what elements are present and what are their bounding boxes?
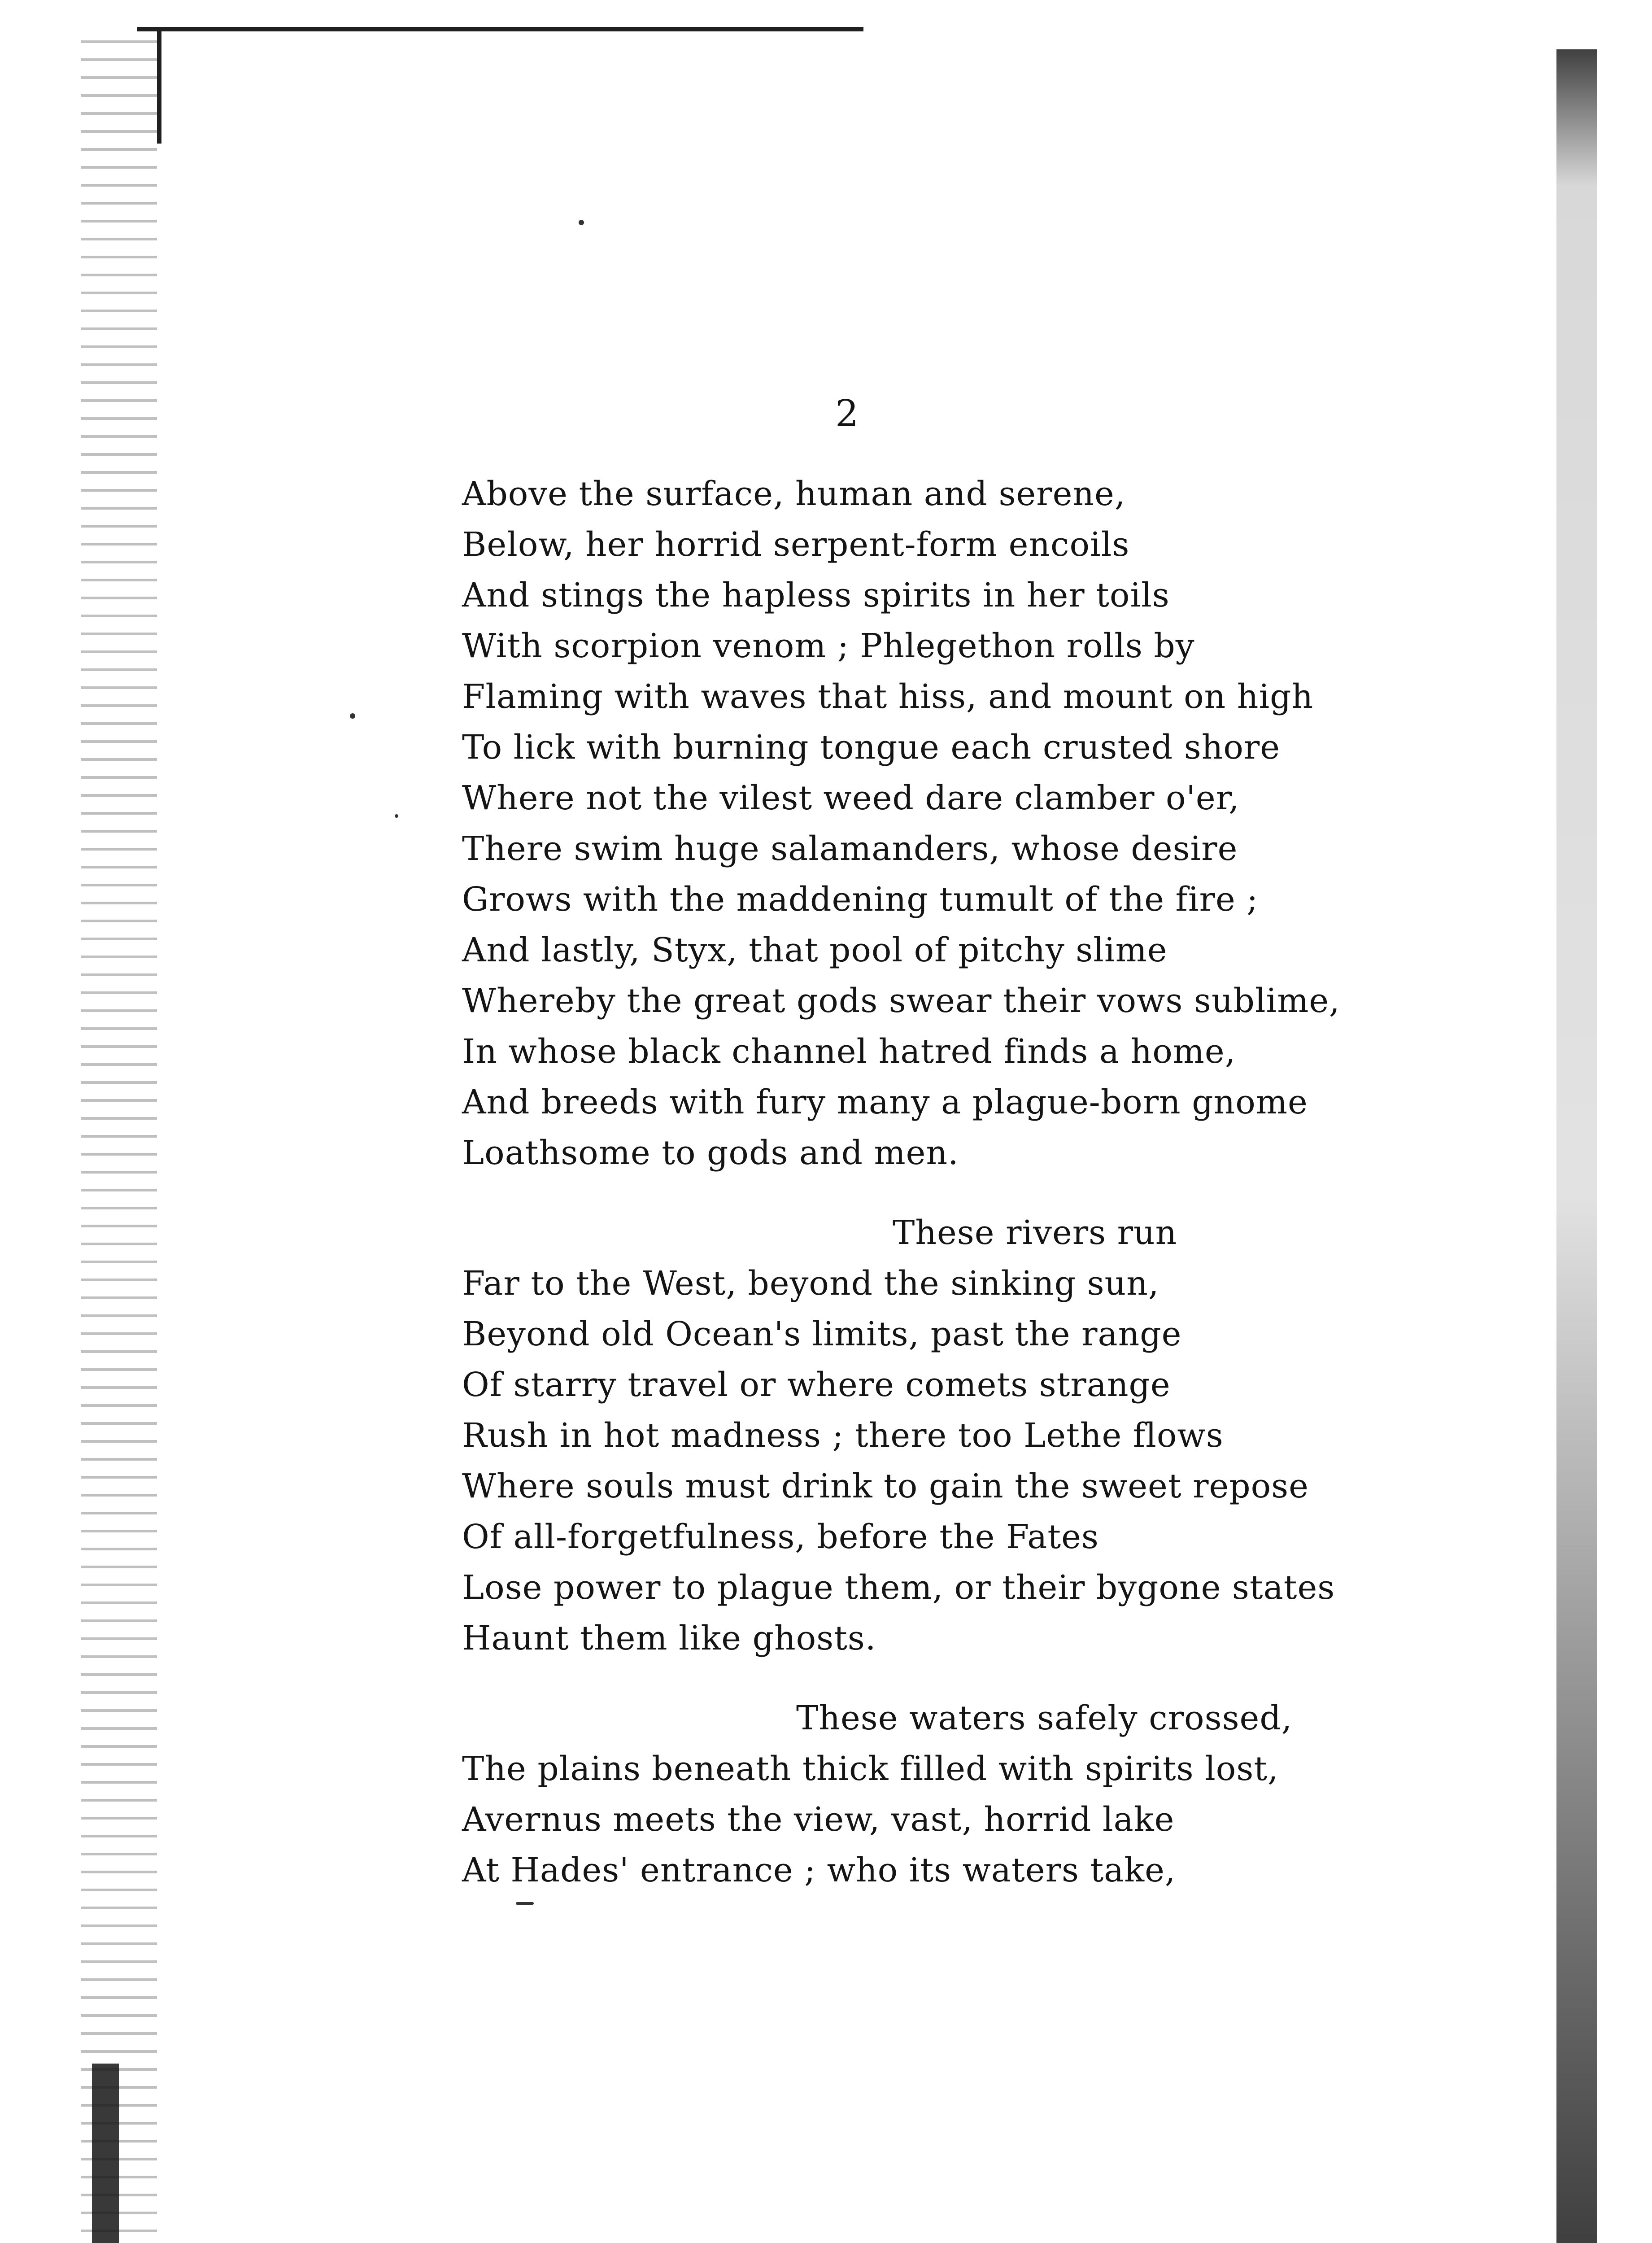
poem-line: In whose black channel hatred finds a home, — [462, 1032, 1236, 1071]
poem-line: There swim huge salamanders, whose desire — [462, 829, 1238, 868]
poem-line: And breeds with fury many a plague-born gnome — [462, 1083, 1308, 1122]
poem-line: These waters safely crossed, — [796, 1699, 1293, 1737]
poem-line: Flaming with waves that hiss, and mount on high — [462, 677, 1314, 716]
poem-line: Beyond old Ocean's limits, past the range — [462, 1315, 1182, 1353]
stanza — [462, 1208, 1382, 1664]
poem-line: These rivers run — [893, 1213, 1177, 1252]
poem-line: Far to the West, beyond the sinking sun, — [462, 1264, 1159, 1303]
stanza — [462, 469, 1382, 1178]
poem-text — [462, 469, 1382, 1896]
poem-line: The plains beneath thick filled with spirits lost, — [462, 1750, 1279, 1788]
poem-line: Where not the vilest weed dare clamber o'er, — [462, 779, 1240, 817]
scan-left-edge-dark — [92, 2064, 119, 2243]
poem-line: Rush in hot madness ; there too Lethe flows — [462, 1416, 1224, 1455]
poem-line: Lose power to plague them, or their bygone states — [462, 1568, 1335, 1607]
stanza-gap — [462, 1664, 1382, 1693]
poem-line: With scorpion venom ; Phlegethon rolls by — [462, 627, 1195, 665]
poem-line: Of starry travel or where comets strange — [462, 1366, 1171, 1404]
scan-right-edge — [1556, 49, 1597, 2243]
page-number: 2 — [835, 393, 859, 435]
poem-line: And lastly, Styx, that pool of pitchy slime — [462, 931, 1168, 969]
poem-line: Avernus meets the view, vast, horrid lake — [462, 1800, 1175, 1839]
poem-line: Whereby the great gods swear their vows sublime, — [462, 982, 1340, 1020]
poem-line: Where souls must drink to gain the sweet repose — [462, 1467, 1309, 1506]
scan-speck — [350, 713, 355, 719]
scan-speck — [579, 220, 584, 225]
stanza — [462, 1693, 1382, 1896]
scan-left-edge — [81, 40, 157, 2243]
scan-top-rule-vertical — [157, 27, 161, 144]
stanza-gap — [462, 1178, 1382, 1208]
poem-line: Of all-forgetfulness, before the Fates — [462, 1518, 1099, 1556]
scan-speck — [395, 814, 398, 818]
scan-top-rule — [137, 27, 863, 31]
poem-line: Below, her horrid serpent-form encoils — [462, 525, 1130, 564]
poem-line: Grows with the maddening tumult of the fire ; — [462, 880, 1259, 919]
scan-speck — [516, 1902, 534, 1905]
poem-line: To lick with burning tongue each crusted shore — [462, 728, 1281, 767]
poem-line: Loathsome to gods and men. — [462, 1134, 959, 1172]
poem-line: Haunt them like ghosts. — [462, 1619, 876, 1658]
poem-line: Above the surface, human and serene, — [462, 475, 1126, 513]
poem-line: And stings the hapless spirits in her toils — [462, 576, 1170, 615]
poem-line: At Hades' entrance ; who its waters take, — [462, 1851, 1176, 1890]
